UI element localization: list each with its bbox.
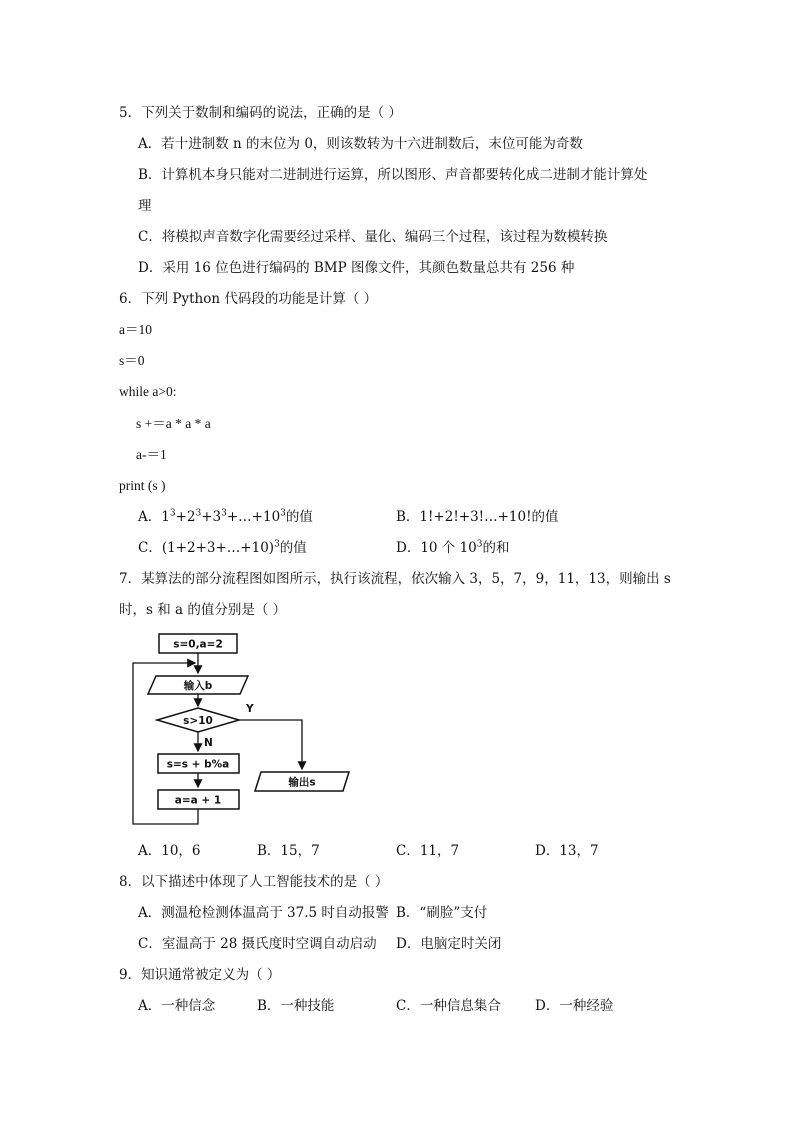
q9-option-d: D．一种经验 bbox=[535, 998, 614, 1014]
q9-option-a: A．一种信念 bbox=[138, 998, 216, 1014]
q5-option-c: C．将模拟声音数字化需要经过采样、量化、编码三个过程，该过程为数模转换 bbox=[138, 229, 608, 245]
q6-option-d: D．10 个 $10^3$的和 bbox=[396, 539, 510, 556]
code-line: s +＝a * a * a bbox=[136, 416, 211, 431]
code-line: a-＝1 bbox=[136, 447, 167, 462]
q9-option-b: B．一种技能 bbox=[257, 998, 335, 1014]
q7-option-c: C．11，7 bbox=[396, 843, 460, 859]
q6-stem: 6．下列 Python 代码段的功能是计算（ ） bbox=[119, 291, 378, 307]
flowchart bbox=[128, 632, 358, 832]
q7-option-a: A．10，6 bbox=[138, 843, 201, 859]
q7-stem-line2: 时，s 和 a 的值分别是（ ） bbox=[119, 602, 287, 618]
q8-option-a: A．测温枪检测体温高于 37.5 时自动报警 bbox=[138, 905, 389, 921]
flow-step1-text: s=s + b%a bbox=[166, 758, 230, 771]
code-line: a＝10 bbox=[119, 322, 152, 337]
q7-option-d: D．13，7 bbox=[535, 843, 599, 859]
flow-output-text: 输出s bbox=[288, 776, 316, 789]
flow-condition-text: s>10 bbox=[183, 715, 213, 727]
flow-yes-label: Y bbox=[246, 703, 254, 715]
q5-option-b-line1: B．计算机本身只能对二进制进行运算，所以图形、声音都要转化成二进制才能计算处 bbox=[138, 167, 648, 183]
q5-stem: 5．下列关于数制和编码的说法，正确的是（ ） bbox=[119, 105, 402, 121]
q9-option-c: C．一种信息集合 bbox=[396, 998, 501, 1014]
q8-option-d: D．电脑定时关闭 bbox=[396, 936, 502, 952]
q5-option-d: D．采用 16 位色进行编码的 BMP 图像文件，其颜色数量总共有 256 种 bbox=[138, 260, 575, 276]
q8-option-b: B．“刷脸”支付 bbox=[396, 905, 488, 921]
flow-step2-text: a=a + 1 bbox=[174, 794, 222, 807]
code-line: while a>0: bbox=[119, 384, 177, 399]
q7-stem-line1: 7．某算法的部分流程图如图所示，执行该流程，依次输入 3，5，7，9，11，13，则输出 s bbox=[119, 571, 671, 587]
q6-option-a: A．$1^3+2^3+3^3+\dots+10^3$的值 bbox=[138, 508, 313, 525]
flow-input-text: 输入b bbox=[183, 680, 213, 692]
code-line: s＝0 bbox=[119, 353, 145, 368]
q9-stem: 9．知识通常被定义为（ ） bbox=[119, 967, 281, 983]
q8-stem: 8．以下描述中体现了人工智能技术的是（ ） bbox=[119, 874, 389, 890]
q8-option-c: C．室温高于 28 摄氏度时空调自动启动 bbox=[138, 936, 377, 952]
flow-init-text: s=0,a=2 bbox=[173, 638, 223, 651]
flow-no-label: N bbox=[204, 737, 213, 749]
q7-option-b: B．15，7 bbox=[257, 843, 320, 859]
q5-option-a: A．若十进制数 n 的末位为 0，则该数转为十六进制数后，末位可能为奇数 bbox=[138, 136, 583, 152]
q5-option-b-line2: 理 bbox=[138, 198, 152, 214]
q6-option-b: B．1!+2!+3!…+10!的值 bbox=[396, 509, 559, 525]
code-line: print (s ) bbox=[119, 478, 166, 493]
q6-option-c: C．(1+2+3+…+10)$^3$的值 bbox=[138, 539, 307, 556]
